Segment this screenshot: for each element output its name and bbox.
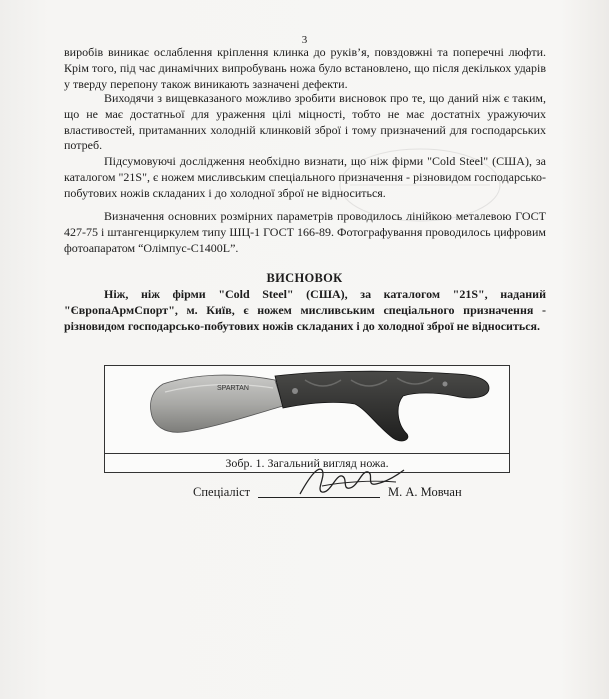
knife-photo	[105, 366, 509, 454]
paragraph-1: виробів виникає ослаблення кріплення клинка до руків’я, повздовжні та поперечні люфти. Крім того, під час динамічних випробувань ножа було встановлено, що після декількох ударів у тверду перепону також виникають зазначені дефекти.	[64, 45, 546, 91]
conclusion-heading: ВИСНОВОК	[266, 271, 343, 285]
signature-line	[258, 497, 380, 498]
conclusion-text: Ніж, ніж фірми "Cold Steel" (США), за каталогом "21S", наданий "ЄвропаАрмСпорт", м. Київ, є ножем мисливським спеціального призначення - різновидом господарсько-побутових ножів складаних і до холодної зброї не відноситься.	[64, 287, 546, 333]
signature-name: М. А. Мовчан	[388, 485, 462, 499]
figure-caption: Зобр. 1. Загальний вигляд ножа.	[225, 456, 389, 470]
paragraph-3: Підсумовуючі дослідження необхідно визнати, що ніж фірми "Cold Steel" (США), за каталогом "21S", є ножем мисливським спеціального призначення - різновидом господарсько-побутових ножів складаних і до холодної зброї не відноситься.	[64, 154, 546, 200]
signature-role: Спеціаліст	[193, 485, 251, 499]
knife-blade	[151, 375, 284, 432]
paragraph-2: Виходячи з вищевказаного можливо зробити висновок про те, що даний ніж є таким, що не має достатньої для ураження цілі міцності, тобто не має достатніх уражуючих властивостей, притаманних холодній клинковій зброї і тому призначений для господарських потреб.	[64, 91, 546, 153]
blade-mark: SPARTAN	[217, 385, 249, 392]
page-number: 3	[301, 34, 308, 46]
paragraph-4: Визначення основних розмірних параметрів проводилось лінійкою металевою ГОСТ 427-75 і штангенциркулем типу ШЦ-1 ГОСТ 166-89. Фотографування проводилось цифровим фотоапаратом “Олімпус-С1400L”.	[64, 209, 546, 255]
